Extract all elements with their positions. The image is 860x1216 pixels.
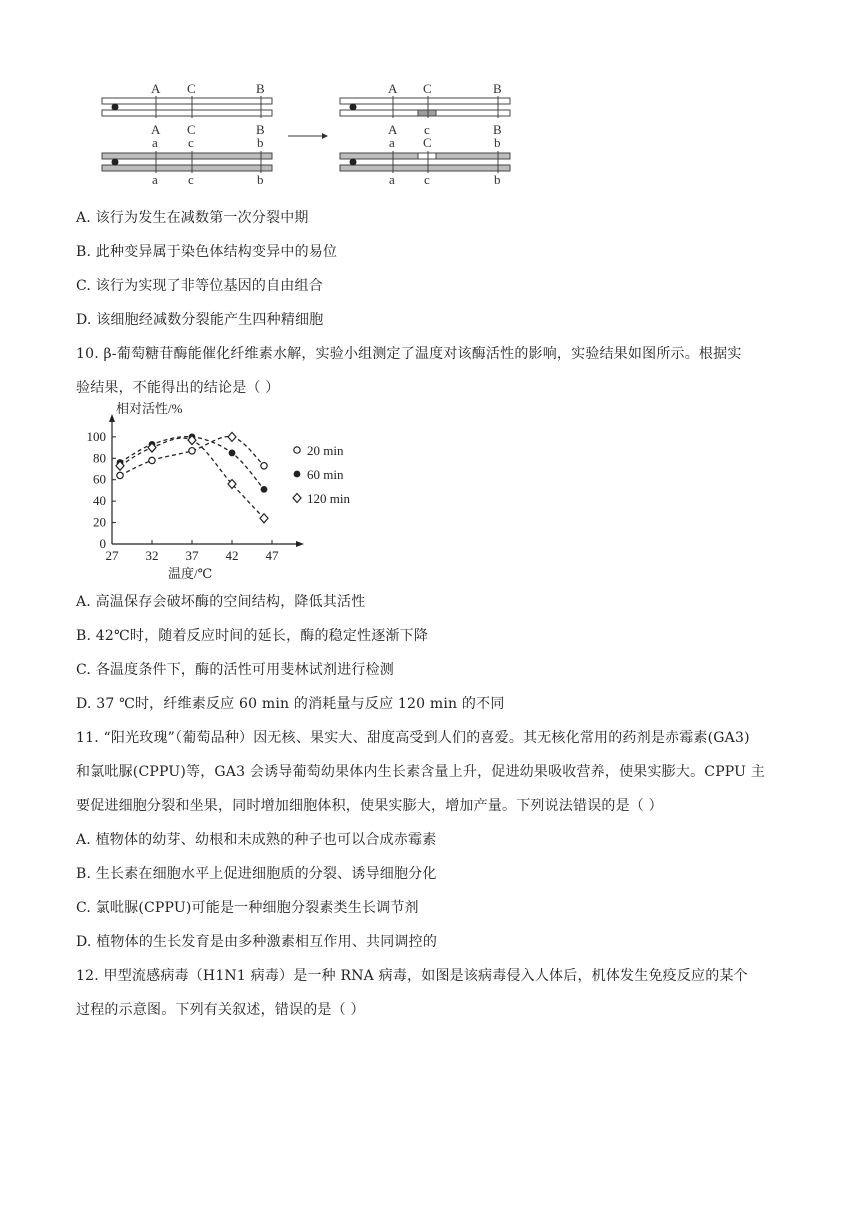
label: c: [424, 172, 430, 184]
label: B: [256, 81, 265, 96]
q11-option-c: C. 氯吡脲(CPPU)可能是一种细胞分裂素类生长调节剂: [76, 900, 419, 916]
data-point: [229, 450, 236, 457]
label: a: [389, 135, 395, 150]
legend-label: 120 min: [307, 491, 350, 506]
x-tick-label: 32: [145, 548, 159, 563]
label: c: [188, 172, 194, 184]
x-tick-label: 47: [265, 548, 279, 563]
label: C: [423, 135, 432, 150]
label: A: [151, 122, 161, 137]
x-tick-label: 42: [225, 548, 239, 563]
q10-option-a: A. 高温保存会破坏酶的空间结构，降低其活性: [76, 594, 366, 610]
data-point: [149, 457, 155, 463]
q10-option-d: D. 37 ℃时，纤维素反应 60 min 的消耗量与反应 120 min 的不同: [76, 696, 505, 712]
x-axis-arrow: [296, 541, 304, 547]
q11-stem-line2: 和氯吡脲(CPPU)等，GA3 会诱导葡萄幼果体内生长素含量上升，促进幼果吸收营养，使果实膨大。CPPU 主: [76, 764, 766, 780]
y-tick-label: 20: [93, 514, 106, 530]
q10-option-b: B. 42℃时，随着反应时间的延长，酶的稳定性逐渐下降: [76, 628, 429, 644]
arrow-icon: [288, 133, 328, 139]
label: b: [257, 135, 264, 150]
right-chromosome-pair: [340, 81, 510, 184]
data-point: [261, 486, 268, 493]
data-point: [261, 463, 267, 469]
label: B: [256, 122, 265, 137]
y-tick-label: 0: [99, 536, 106, 551]
q9-option-c: C. 该行为实现了非等位基因的自由组合: [76, 278, 323, 294]
label: A: [151, 81, 161, 96]
data-point: [293, 494, 301, 503]
q11-stem-line3: 要促进细胞分裂和坐果，同时增加细胞体积，使果实膨大，增加产量。下列说法错误的是（ ）: [76, 798, 663, 814]
data-point: [260, 514, 268, 523]
label: B: [493, 122, 502, 137]
label: C: [187, 122, 196, 137]
q9-option-d: D. 该细胞经减数分裂能产生四种精细胞: [76, 312, 324, 328]
label: a: [389, 172, 395, 184]
label: b: [257, 172, 264, 184]
label: B: [493, 81, 502, 96]
q10-option-c: C. 各温度条件下，酶的活性可用斐林试剂进行检测: [76, 662, 394, 678]
y-tick-label: 100: [86, 428, 106, 444]
label: A: [388, 81, 398, 96]
y-axis-label: 相对活性/%: [116, 401, 183, 416]
q12-stem-line2: 过程的示意图。下列有关叙述，错误的是（ ）: [76, 1002, 365, 1018]
data-point: [117, 472, 123, 478]
legend-label: 20 min: [307, 443, 344, 458]
q11-stem-line1: 11. “阳光玫瑰”（葡萄品种）因无核、果实大、甜度高受到人们的喜爱。其无核化常用的药剂是赤霉素(GA3): [76, 730, 750, 746]
label: a: [152, 135, 158, 150]
enzyme-activity-chart: [76, 398, 376, 582]
data-point: [294, 471, 301, 478]
x-tick-label: 27: [105, 548, 119, 563]
label: C: [423, 81, 432, 96]
x-axis-label: 温度/℃: [168, 566, 213, 581]
chromosome-diagram: [96, 78, 526, 184]
q9-option-b: B. 此种变异属于染色体结构变异中的易位: [76, 244, 338, 260]
y-tick-label: 60: [93, 471, 106, 487]
label: c: [188, 135, 194, 150]
x-tick-label: 37: [185, 548, 199, 563]
label: a: [152, 172, 158, 184]
legend-label: 60 min: [307, 467, 344, 482]
label: c: [424, 122, 430, 137]
q11-option-d: D. 植物体的生长发育是由多种激素相互作用、共同调控的: [76, 934, 438, 950]
y-axis-arrow: [109, 414, 115, 422]
y-tick-label: 80: [93, 450, 106, 466]
q11-option-a: A. 植物体的幼芽、幼根和未成熟的种子也可以合成赤霉素: [76, 832, 437, 848]
data-point: [189, 448, 195, 454]
label: b: [494, 135, 501, 150]
q12-stem-line1: 12. 甲型流感病毒（H1N1 病毒）是一种 RNA 病毒，如图是该病毒侵入人体后，机体发生免疫反应的某个: [76, 968, 748, 984]
label: C: [187, 81, 196, 96]
y-tick-label: 40: [93, 493, 106, 509]
q10-stem-line1: 10. β-葡萄糖苷酶能催化纤维素水解，实验小组测定了温度对该酶活性的影响，实验结果如图所示。根据实: [76, 346, 742, 362]
label: b: [494, 172, 501, 184]
q9-option-a: A. 该行为发生在减数第一次分裂中期: [76, 210, 309, 226]
left-chromosome-pair: [102, 81, 272, 184]
q11-option-b: B. 生长素在细胞水平上促进细胞质的分裂、诱导细胞分化: [76, 866, 437, 882]
data-point: [228, 432, 236, 441]
q10-stem-line2: 验结果，不能得出的结论是（ ）: [76, 380, 280, 396]
data-point: [294, 447, 300, 453]
label: A: [388, 122, 398, 137]
